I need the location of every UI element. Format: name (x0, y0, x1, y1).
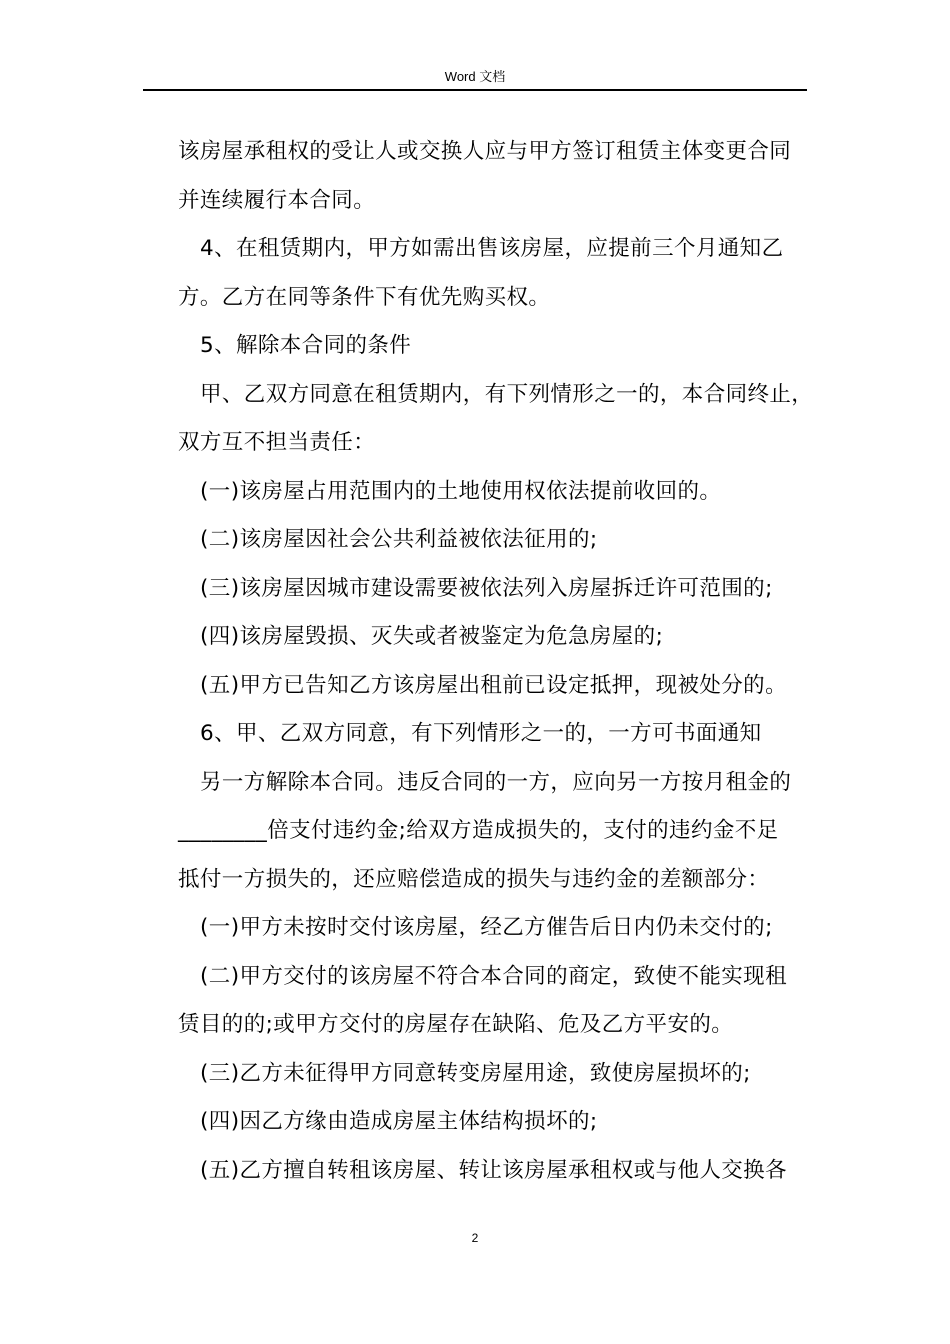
text-line: 抵付一方损失的，还应赔偿造成的损失与违约金的差额部分： (178, 866, 770, 892)
text-line: (一)该房屋占用范围内的土地使用权依法提前收回的。 (200, 478, 722, 504)
text-line: 另一方解除本合同。违反合同的一方，应向另一方按月租金的 (200, 769, 792, 795)
text-line: (二)甲方交付的该房屋不符合本合同的商定，致使不能实现租 (200, 963, 787, 989)
text-line: 方。乙方在同等条件下有优先购买权。 (178, 284, 551, 310)
text-line: (三)该房屋因城市建设需要被依法列入房屋拆迁许可范围的; (200, 575, 773, 601)
text-line: 6、甲、乙双方同意，有下列情形之一的，一方可书面通知 (200, 721, 762, 746)
text-line: (五)乙方擅自转租该房屋、转让该房屋承租权或与他人交换各 (200, 1157, 787, 1183)
text-line: (五)甲方已告知乙方该房屋出租前已设定抵押，现被处分的。 (200, 672, 787, 698)
page-number: 2 (471, 1231, 479, 1245)
document-body (178, 128, 818, 1195)
text-line: (四)该房屋毁损、灭失或者被鉴定为危急房屋的; (200, 624, 664, 649)
text-line: (四)因乙方缘由造成房屋主体结构损坏的; (200, 1109, 598, 1134)
text-line: 并连续履行本合同。 (178, 187, 376, 213)
text-line: 5、解除本合同的条件 (200, 333, 412, 358)
text-line: (二)该房屋因社会公共利益被依法征用的; (200, 527, 598, 552)
text-line: (三)乙方未征得甲方同意转变房屋用途，致使房屋损坏的; (200, 1060, 751, 1086)
text-line: 双方互不担当责任： (178, 430, 376, 455)
text-line: 赁目的的;或甲方交付的房屋存在缺陷、危及乙方平安的。 (178, 1012, 734, 1037)
text-line: 4、在租赁期内，甲方如需出售该房屋，应提前三个月通知乙 (200, 236, 784, 261)
text-line: (一)甲方未按时交付该房屋，经乙方催告后日内仍未交付的; (200, 915, 773, 940)
text-line: ________倍支付违约金;给双方造成损失的，支付的违约金不足 (178, 818, 779, 843)
text-line: 甲、乙双方同意在租赁期内，有下列情形之一的，本合同终止， (200, 381, 814, 407)
text-line: 该房屋承租权的受让人或交换人应与甲方签订租赁主体变更合同 (178, 139, 792, 164)
header-divider (143, 89, 807, 91)
document-header-title: Word 文档 (444, 69, 506, 84)
